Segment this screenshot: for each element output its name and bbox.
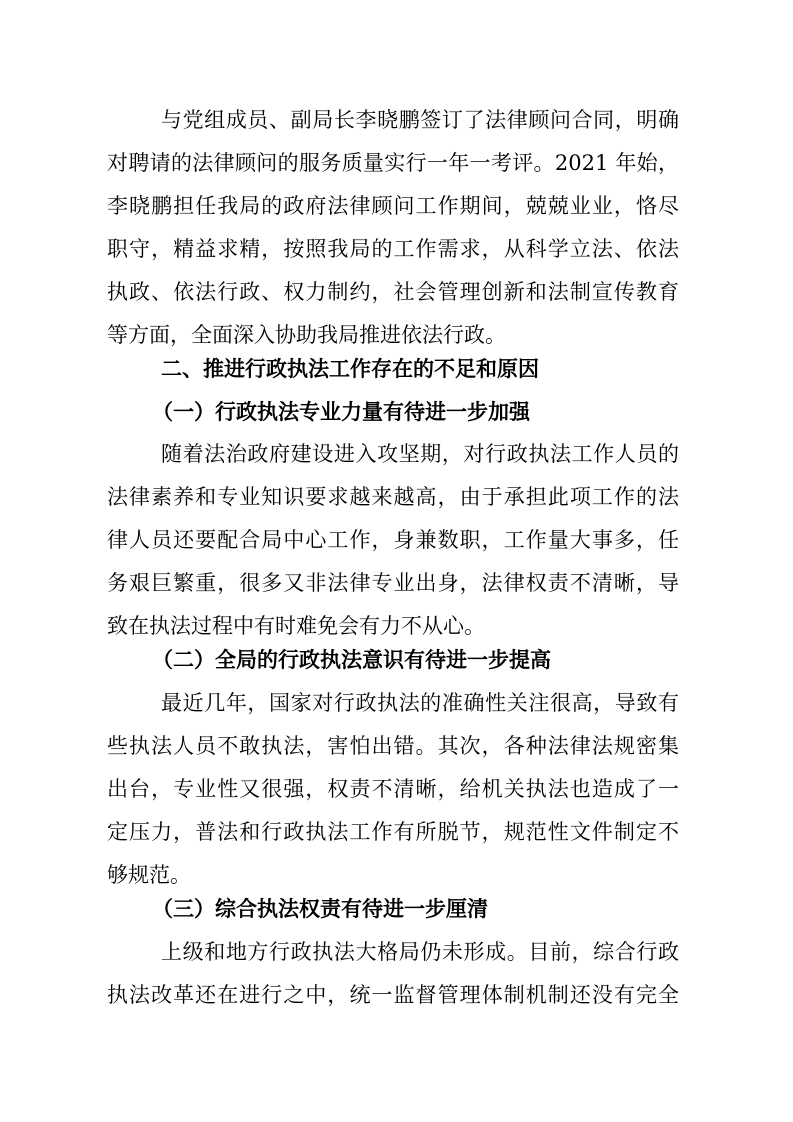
section-2-title: 二、推进行政执法工作存在的不足和原因 (161, 357, 539, 381)
paragraph-2-line-2: 法律素养和专业知识要求越来越高，由于承担此项工作的法 (107, 485, 679, 509)
subsection-3-title: （三）综合执法权责有待进一步厘清 (152, 897, 488, 921)
paragraph-2-line-4: 务艰巨繁重，很多又非法律专业出身，法律权责不清晰，导 (107, 571, 679, 595)
paragraph-3-line-1: 最近几年，国家对行政执法的准确性关注很高，导致有 (161, 691, 679, 715)
paragraph-1-line-6: 等方面，全面深入协助我局推进依法行政。 (107, 323, 506, 347)
paragraph-2-line-5: 致在执法过程中有时难免会有力不从心。 (107, 614, 485, 638)
paragraph-3-line-2: 些执法人员不敢执法，害怕出错。其次，各种法律法规密集 (107, 734, 679, 758)
paragraph-3-line-3: 出台，专业性又很强，权责不清晰，给机关执法也造成了一 (107, 777, 679, 801)
paragraph-3-line-5: 够规范。 (107, 863, 191, 887)
paragraph-2-line-3: 律人员还要配合局中心工作，身兼数职，工作量大事多，任 (107, 528, 679, 552)
paragraph-4-line-2: 执法改革还在进行之中，统一监督管理体制机制还没有完全 (107, 983, 679, 1007)
paragraph-1-line-3: 李晓鹏担任我局的政府法律顾问工作期间，兢兢业业，恪尽 (107, 194, 679, 218)
paragraph-1-line-2: 对聘请的法律顾问的服务质量实行一年一考评。2021 年始， (107, 151, 679, 175)
paragraph-2-line-1: 随着法治政府建设进入攻坚期，对行政执法工作人员的 (161, 442, 679, 466)
subsection-2-title: （二）全局的行政执法意识有待进一步提高 (152, 648, 551, 672)
subsection-1-title: （一）行政执法专业力量有待进一步加强 (152, 400, 530, 424)
paragraph-1-line-1: 与党组成员、副局长李晓鹏签订了法律顾问合同，明确 (161, 108, 679, 132)
paragraph-1-line-4: 职守，精益求精，按照我局的工作需求，从科学立法、依法 (107, 237, 679, 261)
paragraph-4-line-1: 上级和地方行政执法大格局仍未形成。目前，综合行政 (161, 940, 679, 964)
paragraph-3-line-4: 定压力，普法和行政执法工作有所脱节，规范性文件制定不 (107, 820, 679, 844)
paragraph-1-line-5: 执政、依法行政、权力制约，社会管理创新和法制宣传教育 (107, 280, 679, 304)
